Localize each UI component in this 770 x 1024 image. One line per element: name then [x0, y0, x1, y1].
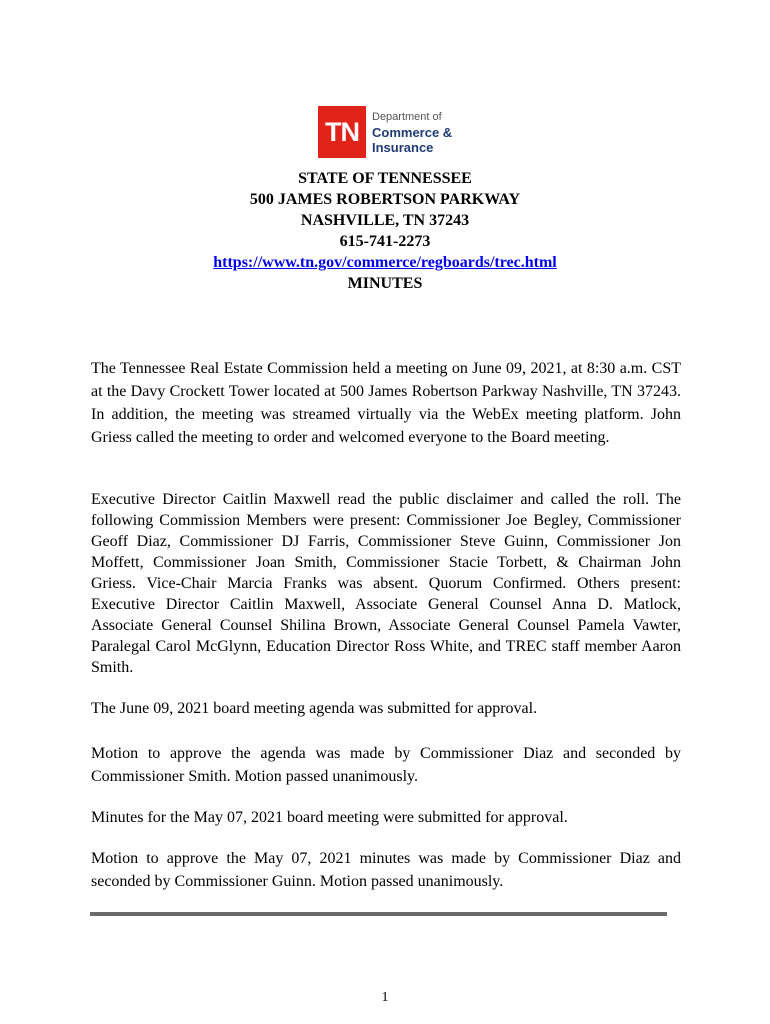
phone-number: 615-741-2273	[339, 233, 431, 250]
tn-logo-mark: TN	[318, 106, 366, 158]
horizontal-divider	[90, 912, 667, 916]
state-heading: STATE OF TENNESSEE	[298, 170, 472, 187]
paragraph-minutes-submitted: Minutes for the May 07, 2021 board meeting were submitted for approval.	[91, 809, 568, 826]
tn-commerce-logo	[318, 106, 456, 158]
paragraph-meeting-intro: The Tennessee Real Estate Commission held a meeting on June 09, 2021, at 8:30 a.m. CST at the Davy Crockett Tower located at 500 James Robertson Parkway Nashville, TN 37243. In addition, the meeting was streamed virtually via the WebEx meeting platform. John Griess called the meeting to order and welcomed everyone to the Board meeting.	[91, 360, 681, 446]
logo-line-3: Insurance	[372, 140, 434, 155]
paragraph-minutes-motion: Motion to approve the May 07, 2021 minutes was made by Commissioner Diaz and seconded by Commissioner Guinn. Motion passed unanimously.	[91, 850, 681, 890]
page-number: 1	[381, 990, 389, 1005]
paragraph-agenda-submitted: The June 09, 2021 board meeting agenda was submitted for approval.	[91, 700, 538, 717]
document-header	[0, 168, 770, 294]
address-line-2: NASHVILLE, TN 37243	[300, 212, 470, 229]
address-line-1: 500 JAMES ROBERTSON PARKWAY	[249, 191, 521, 208]
logo-text	[372, 110, 452, 155]
website-link[interactable]: https://www.tn.gov/commerce/regboards/trec.html	[213, 254, 557, 271]
document-title: MINUTES	[347, 275, 423, 292]
logo-line-2: Commerce &	[372, 125, 453, 140]
paragraph-roll-call: Executive Director Caitlin Maxwell read the public disclaimer and called the roll. The following Commission Members were present: Commissioner Joe Begley, Commissioner Geoff Diaz, Commissioner DJ Farris, Commissioner Steve Guinn, Commissioner Jon Moffett, Commissioner Joan Smith, Commissioner Stacie Torbett, & Chairman John Griess. Vice-Chair Marcia Franks was absent. Quorum Confirmed. Others present: Executive Director Caitlin Maxwell, Associate General Counsel Anna D. Matlock, Associate General Counsel Shilina Brown, Associate General Counsel Pamela Vawter, Paralegal Carol McGlynn, Education Director Ross White, and TREC staff member Aaron Smith.	[91, 491, 681, 676]
paragraph-agenda-motion: Motion to approve the agenda was made by Commissioner Diaz and seconded by Commissioner Smith. Motion passed unanimously.	[91, 745, 681, 785]
logo-line-1: Department of	[372, 111, 442, 123]
